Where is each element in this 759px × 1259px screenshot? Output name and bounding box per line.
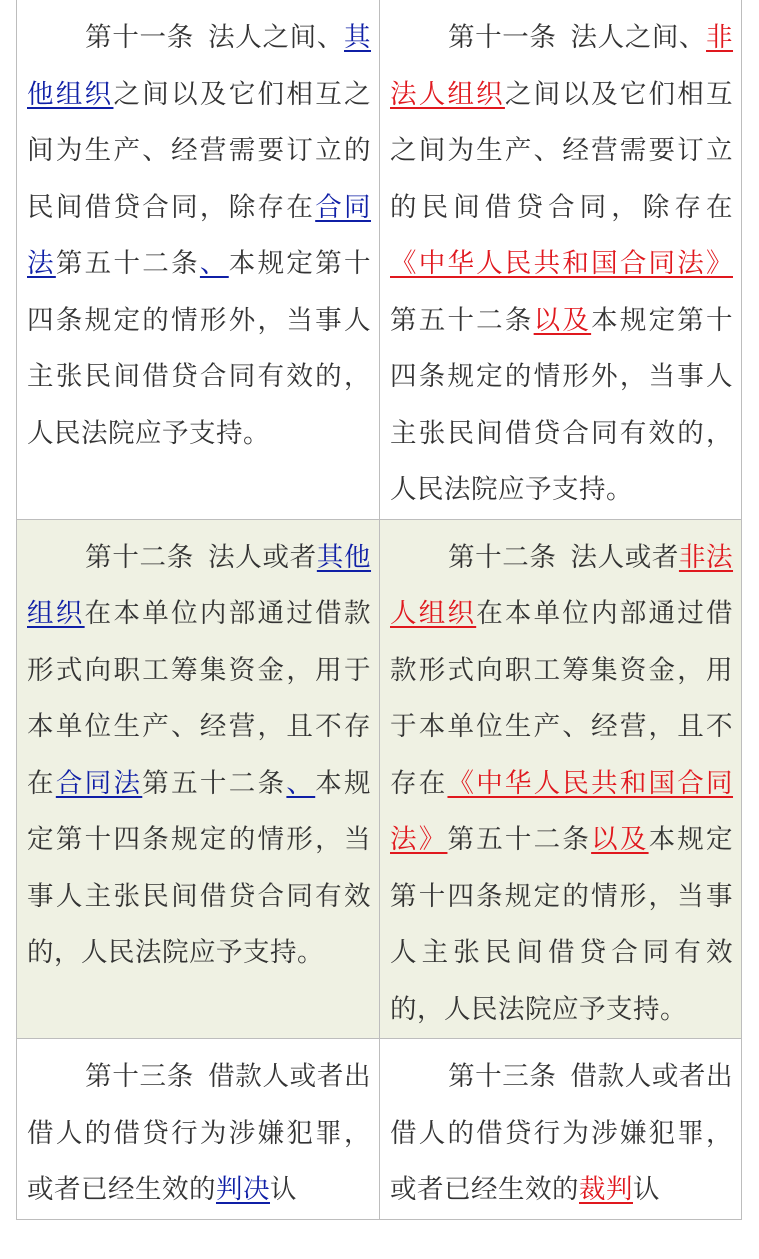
article-11-new-text xyxy=(380,0,742,519)
text-segment: 第五十二条 xyxy=(142,767,287,799)
deleted-text[interactable]: 合同法 xyxy=(55,767,143,799)
deleted-text[interactable]: 合同法 xyxy=(27,191,372,279)
article-13-new-text xyxy=(380,1039,742,1220)
text-segment: 之间以及它们相互之间为生产、经营需要订立的民间借贷合同，除存在 xyxy=(27,78,372,223)
article-number: 第十三条 xyxy=(85,1061,194,1092)
article-12-old-text xyxy=(17,519,380,1039)
inserted-text[interactable]: 非法人组织 xyxy=(390,22,734,110)
article-number: 第十二条 xyxy=(85,541,194,573)
text-segment: 第五十二条 xyxy=(55,248,200,279)
inserted-text[interactable]: 以及 xyxy=(591,824,649,855)
article-11-row xyxy=(17,0,742,519)
inserted-text[interactable]: 非法人组织 xyxy=(390,541,734,629)
comparison-table xyxy=(16,0,742,1220)
article-13-old-text xyxy=(17,1039,380,1220)
text-segment: 第五十二条 xyxy=(390,304,534,336)
text-segment: 借款人或者出借人的借贷行为涉嫌犯罪，或者已经生效的 xyxy=(390,1061,734,1205)
text-segment: 法人或者 xyxy=(207,541,317,573)
inserted-text[interactable]: 以及 xyxy=(533,304,592,336)
comparison-body xyxy=(17,0,742,1219)
deleted-text[interactable]: 其他组织 xyxy=(27,22,372,110)
text-segment: 认 xyxy=(270,1174,297,1205)
text-segment: 借款人或者出借人的借贷行为涉嫌犯罪，或者已经生效的 xyxy=(27,1061,372,1205)
text-segment: 第五十二条 xyxy=(447,824,592,855)
text-segment: 本规定第十四条规定的情形，当事人主张民间借贷合同有效的，人民法院应予支持。 xyxy=(390,824,734,1025)
text-segment: 法人之间、 xyxy=(207,22,345,53)
article-number: 第十二条 xyxy=(448,541,557,573)
inserted-text[interactable]: 《中华人民共和国合同法》 xyxy=(390,248,733,279)
text-segment: 本规定第十四条规定的情形外，当事人主张民间借贷合同有效的，人民法院应予支持。 xyxy=(390,304,734,505)
deleted-text[interactable]: 判决 xyxy=(216,1174,270,1205)
text-segment: 认 xyxy=(633,1174,660,1205)
inserted-text[interactable]: 裁判 xyxy=(579,1174,633,1205)
deleted-text[interactable]: 、 xyxy=(286,767,316,799)
deleted-text[interactable]: 其他组织 xyxy=(27,541,372,629)
article-12-new-text xyxy=(380,519,742,1039)
inserted-text[interactable]: 《中华人民共和国合同法》 xyxy=(390,767,734,855)
text-segment: 之间以及它们相互之间为生产、经营需要订立的民间借贷合同，除存在 xyxy=(390,78,734,223)
text-segment: 本规定第十四条规定的情形外，当事人主张民间借贷合同有效的，人民法院应予支持。 xyxy=(27,248,372,449)
text-segment: 在本单位内部通过借款形式向职工筹集资金，用于本单位生产、经营，且不存在 xyxy=(27,598,372,799)
article-number: 第十三条 xyxy=(448,1061,557,1092)
article-number: 第十一条 xyxy=(448,22,557,53)
article-number: 第十一条 xyxy=(85,22,194,53)
text-segment: 法人之间、 xyxy=(570,22,707,53)
text-segment: 在本单位内部通过借款形式向职工筹集资金，用于本单位生产、经营，且不存在 xyxy=(390,598,734,799)
text-segment: 本规定第十四条规定的情形，当事人主张民间借贷合同有效的，人民法院应予支持。 xyxy=(27,767,372,968)
article-11-old-text xyxy=(17,0,380,519)
article-13-row xyxy=(17,1039,742,1220)
article-12-row xyxy=(17,519,742,1039)
deleted-text[interactable]: 、 xyxy=(199,248,229,279)
text-segment: 法人或者 xyxy=(570,541,679,573)
